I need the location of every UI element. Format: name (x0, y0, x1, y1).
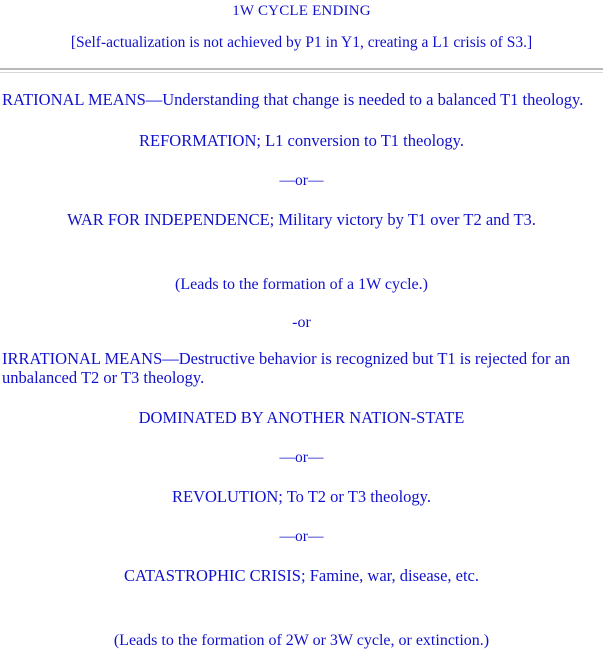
irrational-or-separator-1: —or— (279, 448, 324, 466)
irrational-means-outcome: (Leads to the formation of 2W or 3W cycle, or extinction.) (113, 631, 490, 649)
section-rational-means (0, 91, 603, 294)
document-page (0, 3, 603, 649)
irrational-option-catastrophic-crisis: CATASTROPHIC CRISIS; Famine, war, disease, etc. (123, 565, 480, 585)
horizontal-divider (0, 68, 603, 73)
rational-or-separator-1: —or— (279, 171, 324, 189)
irrational-option-revolution: REVOLUTION; To T2 or T3 theology. (171, 486, 431, 506)
page-subtitle: [Self-actualization is not achieved by P1 in Y1, creating a L1 crisis of S3.] (70, 34, 533, 51)
section-irrational-means (0, 350, 603, 650)
rational-option-reformation: REFORMATION; L1 conversion to T1 theology. (139, 130, 464, 150)
rational-means-lead: RATIONAL MEANS—Understanding that change is needed to a balanced T1 theology. (2, 90, 584, 109)
irrational-means-lead: IRRATIONAL MEANS—Destructive behavior is recognized but T1 is rejected for an unbalanced T2 or T3 theology. (2, 348, 571, 387)
section-connector-or: -or (292, 313, 311, 331)
irrational-option-dominated: DOMINATED BY ANOTHER NATION-STATE (138, 407, 465, 427)
rational-means-outcome: (Leads to the formation of a 1W cycle.) (175, 275, 428, 293)
page-title: 1W CYCLE ENDING (232, 3, 371, 19)
irrational-or-separator-2: —or— (279, 527, 324, 545)
rational-option-war-for-independence: WAR FOR INDEPENDENCE; Military victory by T1 over T2 and T3. (67, 209, 536, 229)
